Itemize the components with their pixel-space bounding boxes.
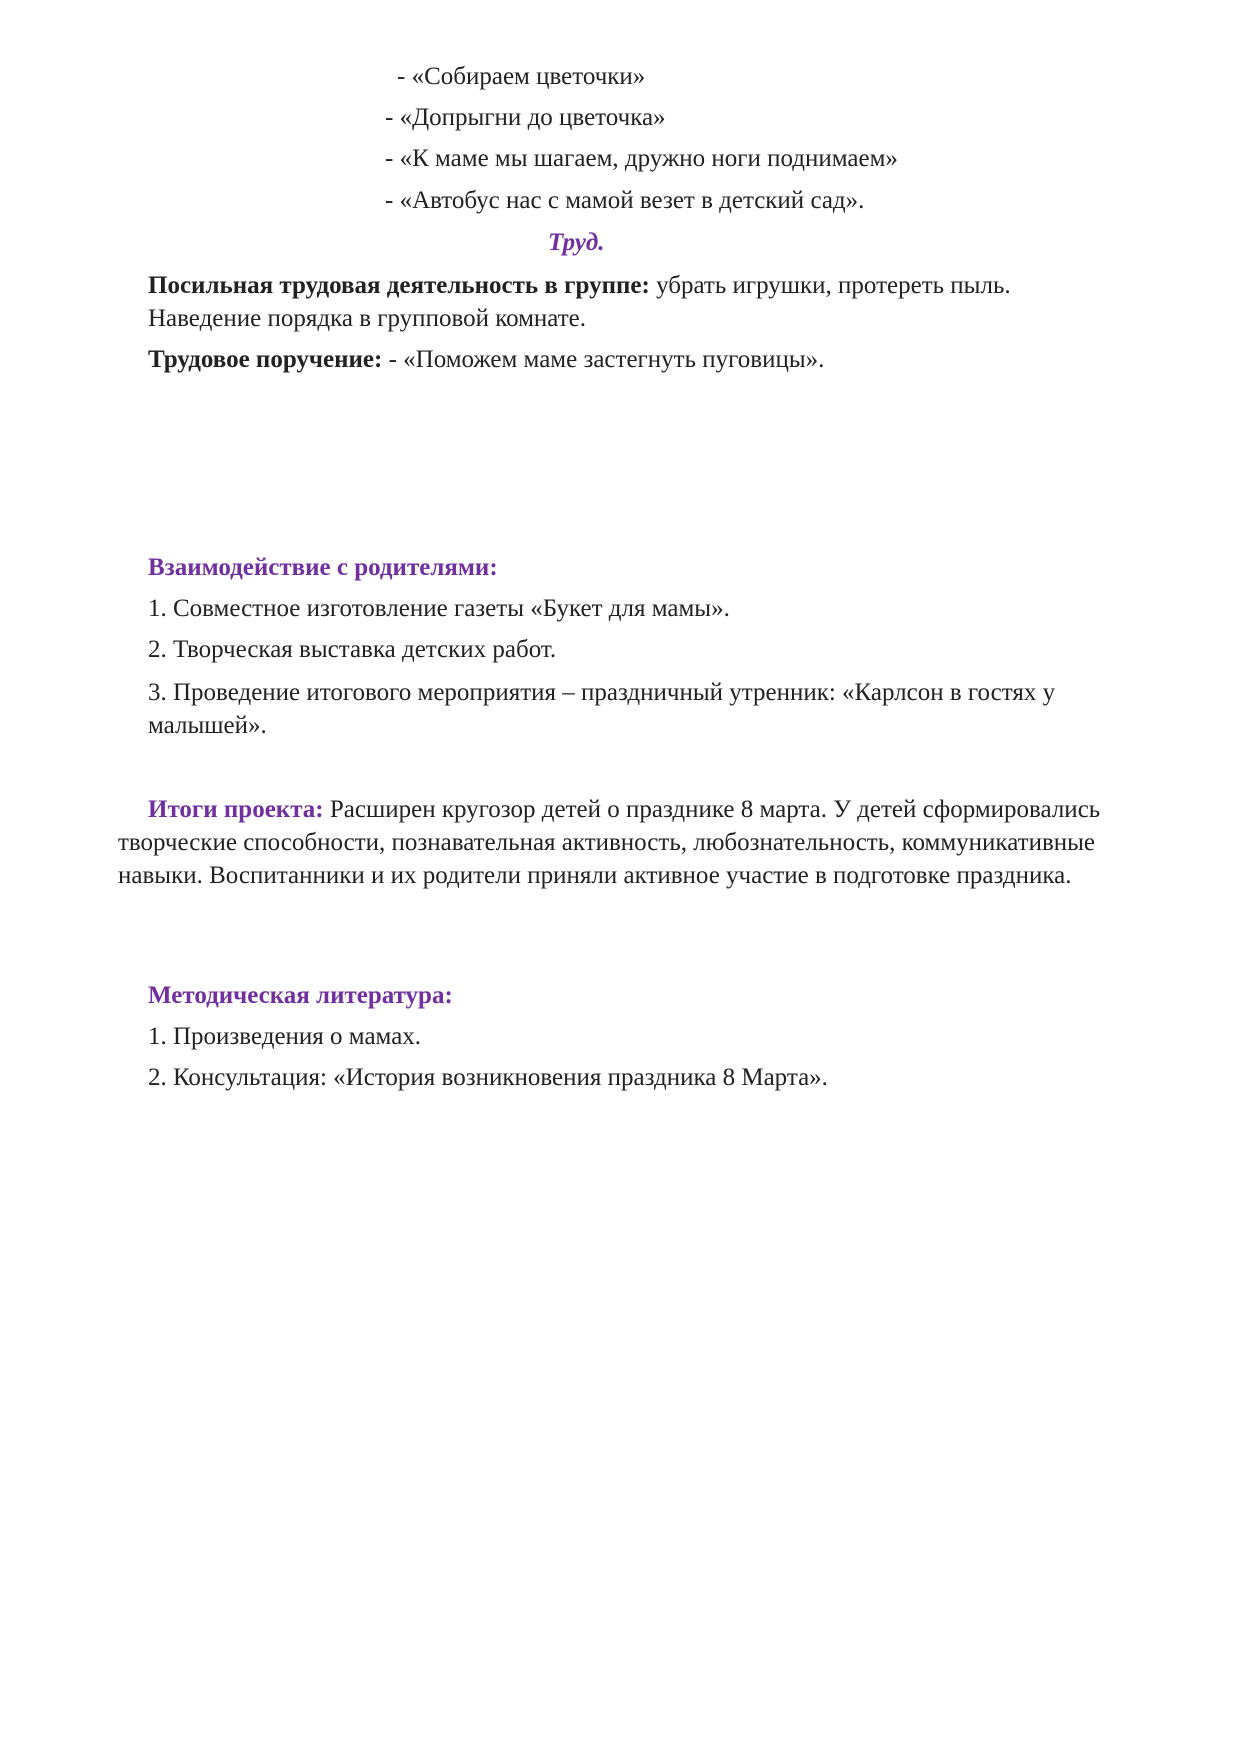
literature-item: 2. Консультация: «История возникновения праздника 8 Марта». xyxy=(148,1064,828,1091)
parents-heading: Взаимодействие с родителями: xyxy=(148,554,498,581)
parents-item: 2. Творческая выставка детских работ. xyxy=(148,636,557,663)
labor-assignment-text: - «Поможем маме застегнуть пуговицы». xyxy=(388,346,825,373)
game-item: - «Собираем цветочки» xyxy=(397,63,646,90)
labor-heading: Труд. xyxy=(548,229,605,256)
labor-activity xyxy=(148,269,1098,335)
game-item: - «Допрыгни до цветочка» xyxy=(385,104,666,131)
labor-assignment-label: Трудовое поручение: xyxy=(148,346,383,373)
results-text: Расширен кругозор детей о празднике 8 марта. У детей сформировались творческие способности, познавательная активность, любознательность, коммуникативные навыки. Воспитанники и их родители приняли активное участие в подготовке праздника. xyxy=(118,796,1101,889)
parents-item: 1. Совместное изготовление газеты «Букет для мамы». xyxy=(148,595,730,622)
literature-heading: Методическая литература: xyxy=(148,982,453,1009)
labor-assignment xyxy=(148,345,824,375)
results-paragraph xyxy=(118,793,1128,892)
literature-item: 1. Произведения о мамах. xyxy=(148,1023,422,1050)
parents-item: 3. Проведение итогового мероприятия – праздничный утренник: «Карлсон в гостях у малышей». xyxy=(148,679,1056,739)
results-label: Итоги проекта: xyxy=(148,796,324,823)
labor-activity-text: убрать игрушки, протереть пыль. Наведение порядка в групповой комнате. xyxy=(148,272,1011,332)
game-item: - «Автобус нас с мамой везет в детский сад». xyxy=(385,187,865,214)
game-item: - «К маме мы шагаем, дружно ноги поднимаем» xyxy=(385,145,898,172)
labor-activity-label: Посильная трудовая деятельность в группе: xyxy=(148,272,650,299)
